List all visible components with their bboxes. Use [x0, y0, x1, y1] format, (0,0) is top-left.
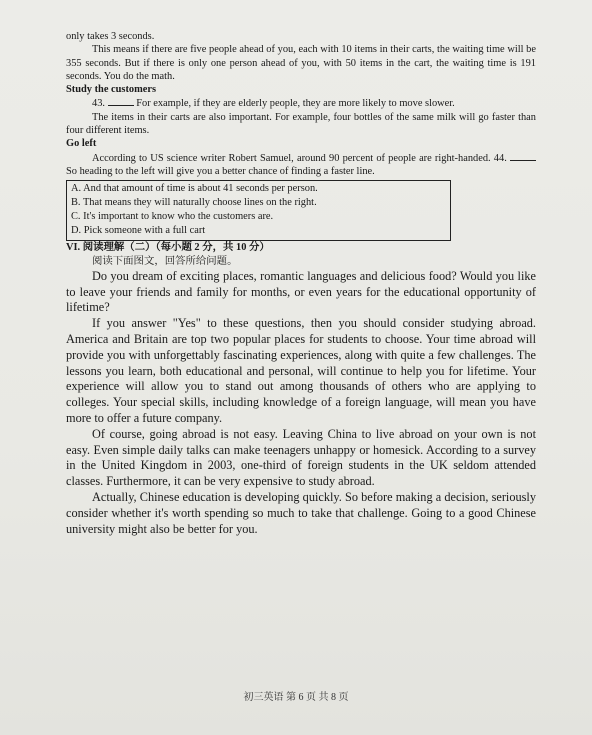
- option-item: A. And that amount of time is about 41 seconds per person.: [71, 183, 318, 195]
- page-content: [66, 30, 536, 537]
- section-title: VI. 阅读理解（二）（每小题 2 分，共 10 分）: [66, 242, 270, 254]
- section-instruction: 阅读下面图文，回答所给问题。: [92, 255, 238, 267]
- passage-paragraph: Do you dream of exciting places, romantic languages and delicious food? Would you like to leave your friends and family for months, or even years for the educational opportunity of lifetime?: [66, 268, 536, 315]
- reading-passage: [66, 269, 536, 538]
- section-heading: Study the customers: [66, 84, 157, 96]
- section-heading: Go left: [66, 138, 97, 150]
- options-box: [66, 180, 451, 241]
- passage-paragraph: Actually, Chinese education is developing quickly. So before making a decision, seriously consider whether it's worth spending so much to take that challenge. Going to a good Chinese university might also be better for you.: [66, 490, 536, 536]
- question-text: So heading to the left will give you a better chance of finding a faster line.: [66, 165, 375, 177]
- answer-blank[interactable]: [108, 96, 134, 106]
- option-item: C. It's important to know who the customers are.: [71, 211, 274, 223]
- option-item: B. That means they will naturally choose lines on the right.: [71, 197, 317, 209]
- passage-paragraph: Of course, going abroad is not easy. Leaving China to live abroad on your own is not easy. Even simple daily talks can make teenagers unhappy or homesick. According to a survey in the United Kingdom in 2003, one-third of foreign students in the UK seldom attended classes. Furthermore, it can be very expensive to study abroad.: [66, 426, 536, 489]
- passage-paragraph: If you answer "Yes" to these questions, then you should consider studying abroad. America and Britain are top two popular places for students to choose. Your time abroad will provide you with unforgettably fascinating experiences, along with quite a few challenges. The lessons you learn, both educational and personal, will continue to help you for lifetime. Your experience will allow you to stand out among thousands of others who are applying to colleges. Your special skills, including knowledge of a foreign language, will mean you have more to offer a future company.: [66, 316, 536, 426]
- question-43: [66, 96, 536, 110]
- question-text: According to US science writer Robert Samuel, around 90 percent of people are right-handed. 44.: [92, 152, 507, 164]
- page-number: 初三英语 第 6 页 共 8 页: [243, 692, 349, 703]
- question-number: 43.: [92, 98, 105, 110]
- question-text: For example, if they are elderly people, they are more likely to move slower.: [136, 98, 455, 110]
- question-44: [66, 151, 536, 179]
- option-item: D. Pick someone with a full cart: [71, 225, 206, 237]
- paragraph: The items in their carts are also important. For example, four bottles of the same milk will go faster than four different items.: [66, 111, 536, 137]
- answer-blank[interactable]: [510, 151, 536, 161]
- text-line: only takes 3 seconds.: [66, 31, 155, 42]
- paragraph: This means if there are five people ahead of you, each with 10 items in their carts, the waiting time will be 355 seconds. But if there is only one person ahead of you, with 50 items in the cart, the waiting time is 191 seconds. You do the math.: [66, 44, 536, 82]
